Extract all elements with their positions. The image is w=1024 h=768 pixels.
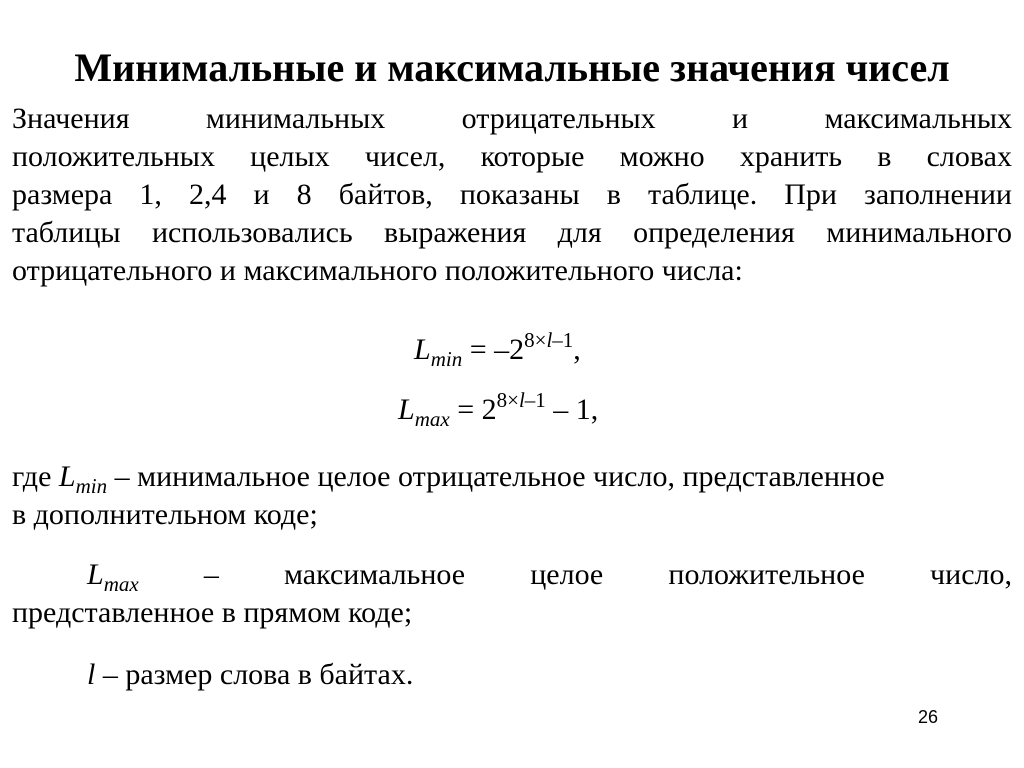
formula-lmin-exponent [524,328,573,352]
formula-lmax-exp-pre: 8× [496,388,519,412]
formula-lmin-exp-pre: 8× [524,328,547,352]
formula-lmin-exp-var: l [546,328,553,352]
intro-line-2: положительных целых чисел, которые можно хранить в словах [12,140,1012,173]
slide-title: Минимальные и максимальные значения чисел [74,45,950,90]
l-def-var: l [87,658,96,691]
formula-lmin-sub: min [430,347,463,371]
lmax-def-text-1: – максимальное целое положительное число, [138,558,1012,591]
formula-lmax-var: L [398,393,415,426]
lmax-def-line-1 [12,556,1012,594]
l-def-line [87,656,987,694]
intro-line-1: Значения минимальных отрицательных и максимальных [12,102,1012,135]
formula-lmax-eq: = 2 [449,393,497,426]
where-prefix: где [12,460,59,493]
formula-lmax-exp-var: l [518,388,525,412]
lmax-definition-paragraph [12,556,1012,632]
l-definition-paragraph [87,656,987,694]
where-lmin-letter: L [58,460,76,493]
formula-lmax-exp-post: –1 [524,388,546,412]
lmax-def-letter: L [87,558,104,591]
where-lmin-var [58,460,108,498]
formula-lmin-tail: , [573,333,581,366]
formula-lmax [398,390,598,430]
intro-line-4: таблицы использовались выражения для определения минимального [12,216,1012,249]
intro-line-3: размера 1, 2,4 и 8 байтов, показаны в таблице. При заполнении [12,178,1012,211]
intro-line-5: отрицательного и максимального положительного числа: [12,254,743,287]
where-lmin-line-2: в дополнительном коде; [12,498,318,531]
where-lmin-line-1 [12,458,1012,496]
formula-lmin-eq: = –2 [462,333,525,366]
l-def-text: – размер слова в байтах. [95,658,414,691]
intro-paragraph [12,100,1012,290]
lmax-def-var [87,558,139,596]
formula-lmax-tail: – 1, [545,393,599,426]
where-lmin-sub: min [75,474,108,498]
lmax-def-line-2: представленное в прямом коде; [12,596,413,629]
formula-lmax-sub: max [414,407,450,431]
page-number: 26 [917,707,938,727]
formula-lmin-var: L [414,333,431,366]
formula-lmin-exp-post: –1 [552,328,574,352]
where-lmin-paragraph [12,458,1012,534]
formula-lmin [414,330,581,370]
lmax-def-sub: max [103,572,139,596]
where-lmin-text-1: – минимальное целое отрицательное число, представленное [107,460,885,493]
formula-lmax-exponent [497,388,546,412]
